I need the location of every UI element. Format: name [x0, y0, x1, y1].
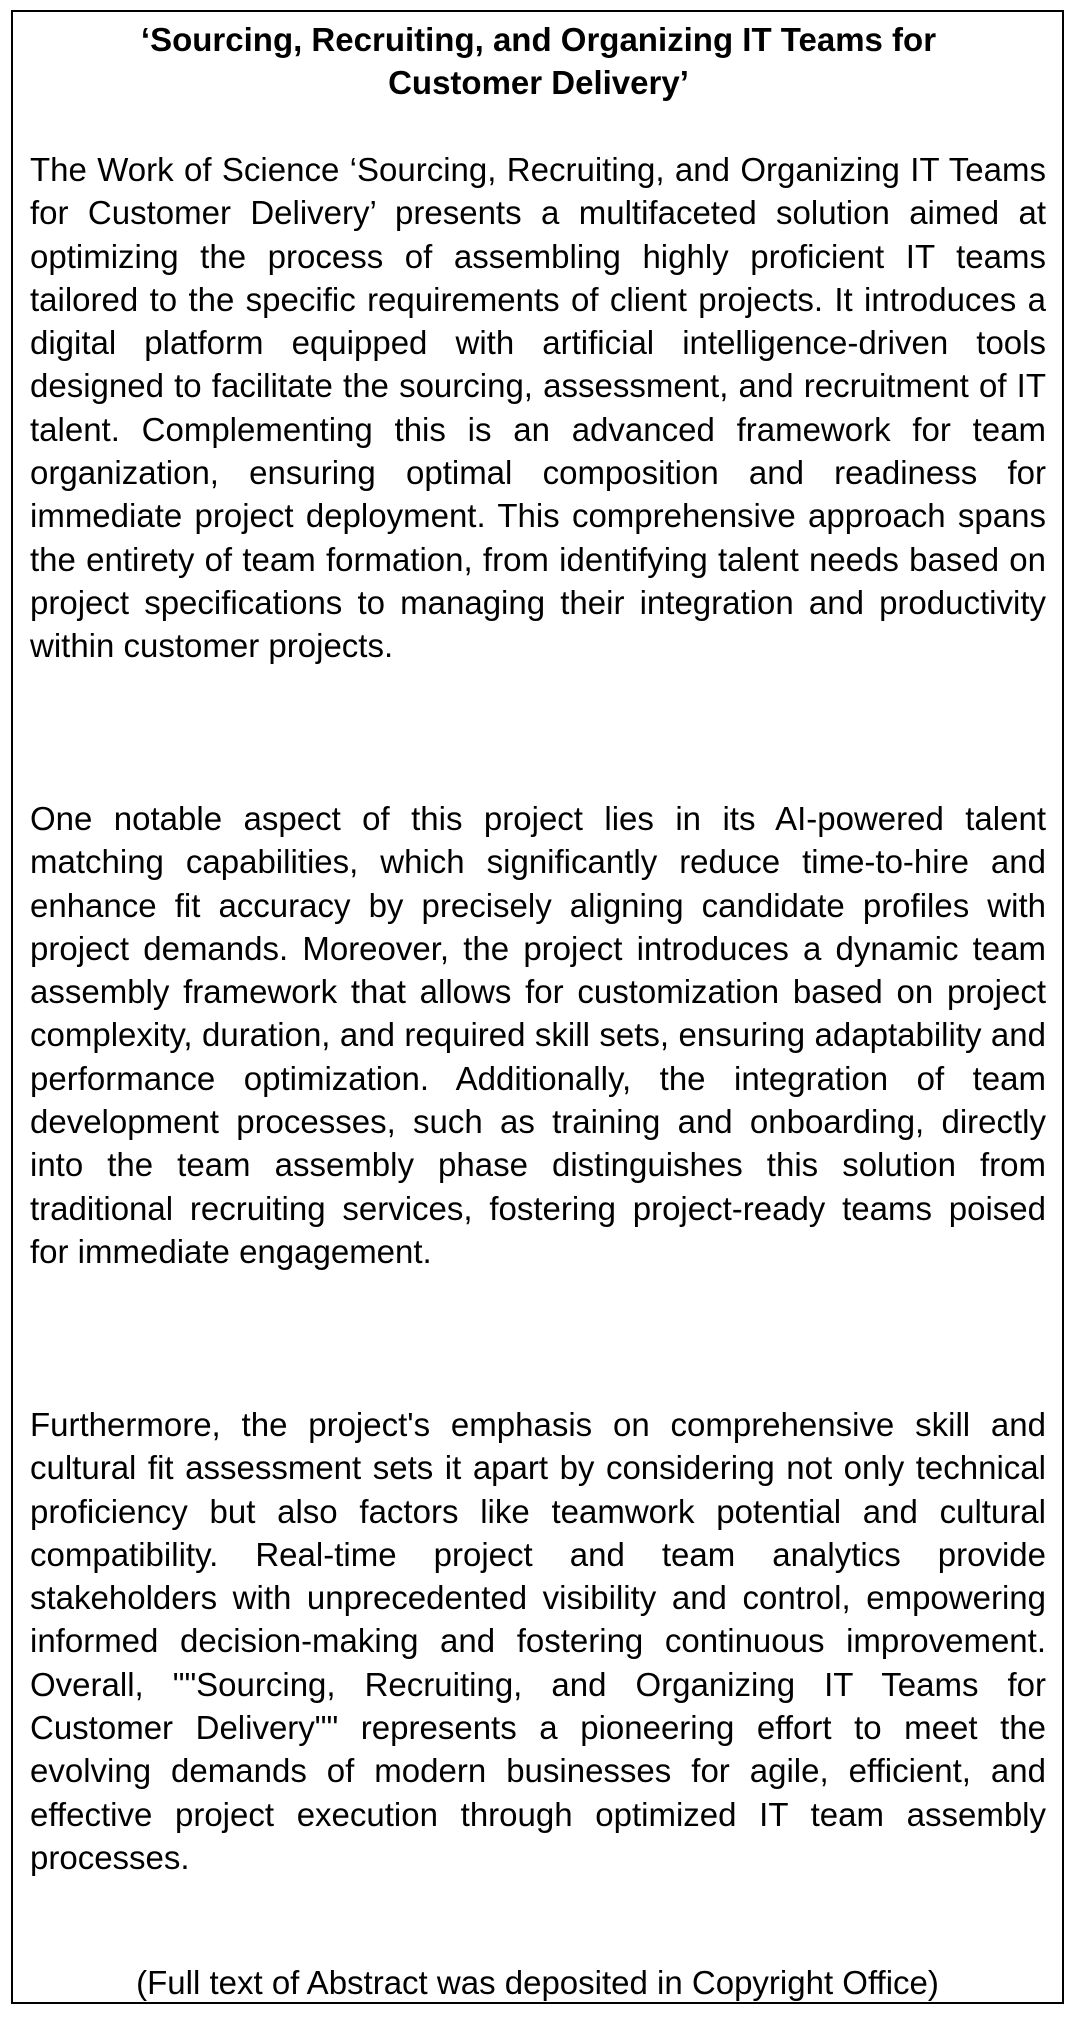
abstract-paragraph-3: Furthermore, the project's emphasis on comprehensive skill and cultural fit assessment sets it apart by considering not only technical proficiency but also factors like teamwork potential and cultural compatibility. Real-time project and team analytics provide stakeholders with unprecedented visibility and control, empowering informed decision-making and fostering continuous improvement. Overall, ""Sourcing, Recruiting, and Organizing IT Teams for Customer Delivery"" represents a pioneering effort to meet the evolving demands of modern businesses for agile, efficient, and effective project execution through optimized IT team assembly processes.	[30, 1406, 1046, 1876]
title-line-1: ‘Sourcing, Recruiting, and Organizing IT Teams for	[140, 21, 937, 58]
abstract-paragraph-1: The Work of Science ‘Sourcing, Recruiting, and Organizing IT Teams for Customer Delivery’ presents a multifaceted solution aimed at optimizing the process of assembling highly proficient IT teams tailored to the specific requirements of client projects. It introduces a digital platform equipped with artificial intelligence-driven tools designed to facilitate the sourcing, assessment, and recruitment of IT talent. Complementing this is an advanced framework for team organization, ensuring optimal composition and readiness for immediate project deployment. This comprehensive approach spans the entirety of team formation, from identifying talent needs based on project specifications to managing their integration and productivity within customer projects.	[30, 151, 1046, 665]
document-title	[30, 18, 1047, 104]
title-line-2: Customer Delivery’	[388, 64, 689, 101]
abstract-paragraph-2: One notable aspect of this project lies in its AI-powered talent matching capabilities, which significantly reduce time-to-hire and enhance fit accuracy by precisely aligning candidate profiles with project demands. Moreover, the project introduces a dynamic team assembly framework that allows for customization based on project complexity, duration, and required skill sets, ensuring adaptability and performance optimization. Additionally, the integration of team development processes, such as training and onboarding, directly into the team assembly phase distinguishes this solution from traditional recruiting services, fostering project-ready teams poised for immediate engagement.	[30, 800, 1046, 1270]
footer-note: (Full text of Abstract was deposited in Copyright Office)	[136, 1964, 939, 2001]
